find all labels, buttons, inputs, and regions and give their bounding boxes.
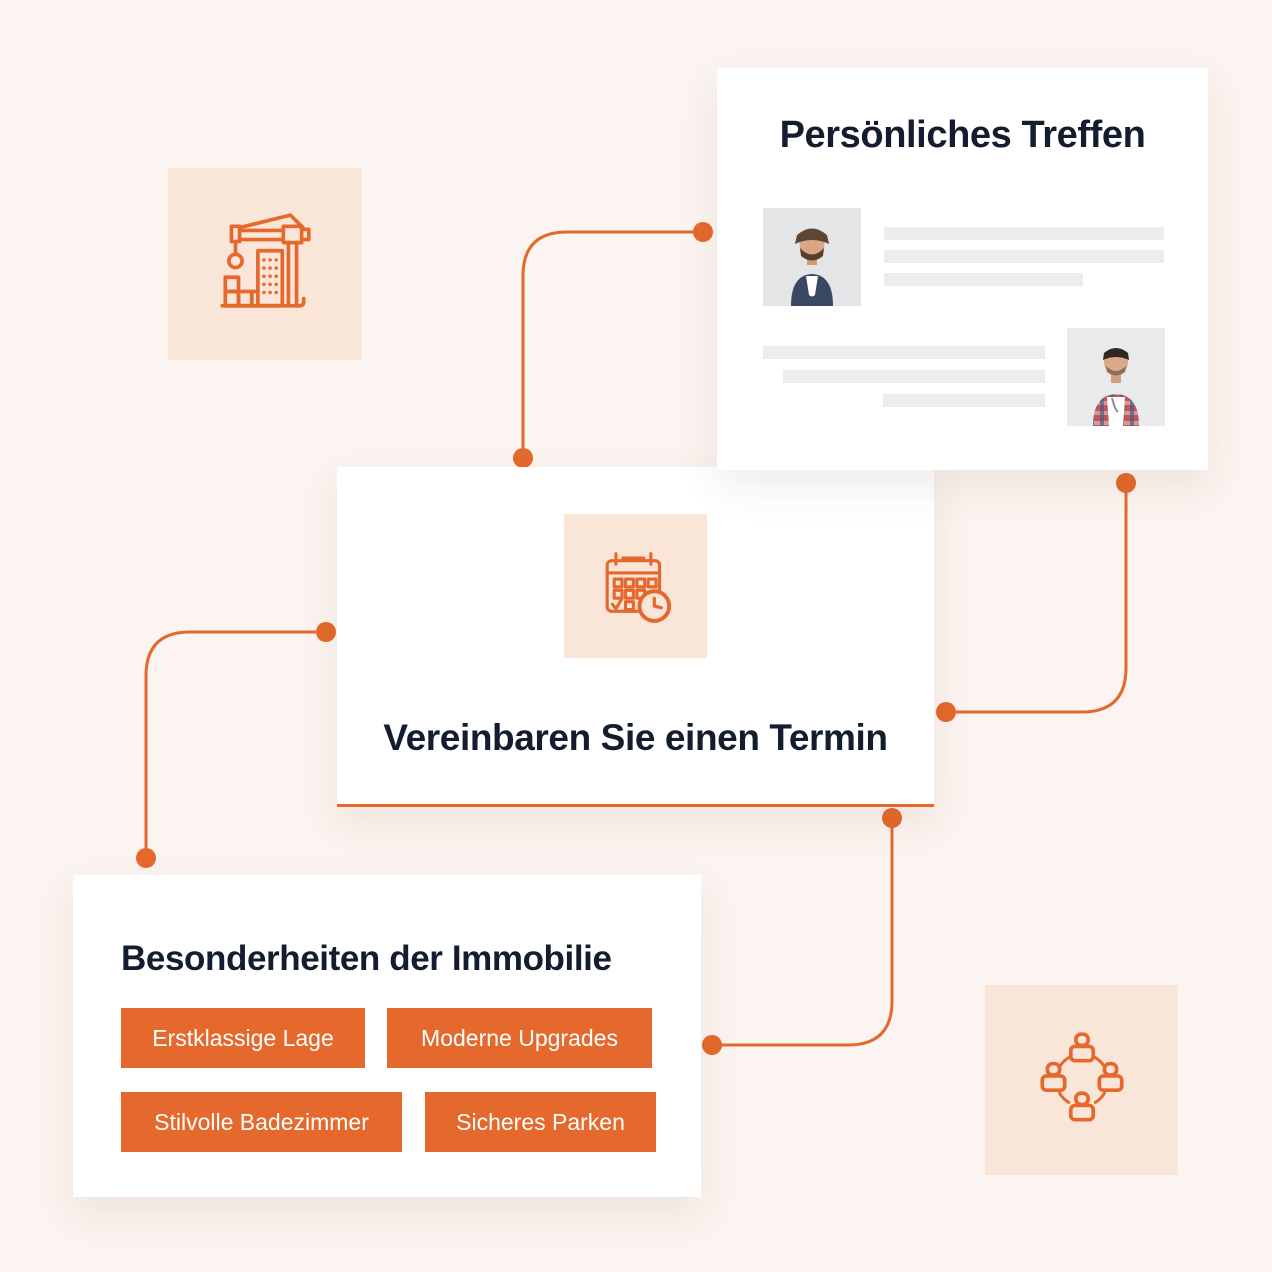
- connector-left: [146, 632, 326, 858]
- text-placeholder-bar: [884, 273, 1083, 286]
- connector-dot: [882, 808, 902, 828]
- meeting-card: [717, 68, 1208, 470]
- feature-button-stilvolle-badezimmer[interactable]: Stilvolle Badezimmer: [121, 1092, 402, 1152]
- connector-dot: [513, 448, 533, 468]
- agent-photo: [763, 208, 861, 306]
- features-card-title: Besonderheiten der Immobilie: [121, 939, 612, 978]
- connector-dot: [1116, 473, 1136, 493]
- connector-right: [946, 483, 1126, 712]
- feature-button-erstklassige-lage[interactable]: Erstklassige Lage: [121, 1008, 365, 1068]
- calendar-tile: [564, 514, 707, 658]
- connector-dot: [316, 622, 336, 642]
- feature-button-moderne-upgrades[interactable]: Moderne Upgrades: [387, 1008, 652, 1068]
- features-card: [73, 875, 701, 1197]
- connector-dot: [702, 1035, 722, 1055]
- connector-top: [523, 232, 703, 458]
- connector-bottom: [712, 818, 892, 1045]
- feature-button-sicheres-parken[interactable]: Sicheres Parken: [425, 1092, 656, 1152]
- construction-crane-icon: [209, 208, 321, 320]
- text-placeholder-bar: [883, 394, 1045, 407]
- people-network-icon: [1026, 1024, 1138, 1136]
- meeting-card-title: Persönliches Treffen: [779, 114, 1146, 156]
- text-placeholder-bar: [884, 250, 1164, 263]
- appointment-card: [337, 467, 934, 807]
- connector-dot: [693, 222, 713, 242]
- connector-dot: [936, 702, 956, 722]
- text-placeholder-bar: [884, 227, 1164, 240]
- connector-dot: [136, 848, 156, 868]
- appointment-card-title: Vereinbaren Sie einen Termin: [383, 717, 888, 758]
- text-placeholder-bar: [783, 370, 1045, 383]
- client-photo: [1067, 328, 1165, 426]
- community-tile: [985, 985, 1178, 1175]
- calendar-clock-icon: [588, 538, 684, 634]
- construction-tile: [168, 168, 362, 360]
- text-placeholder-bar: [763, 346, 1045, 359]
